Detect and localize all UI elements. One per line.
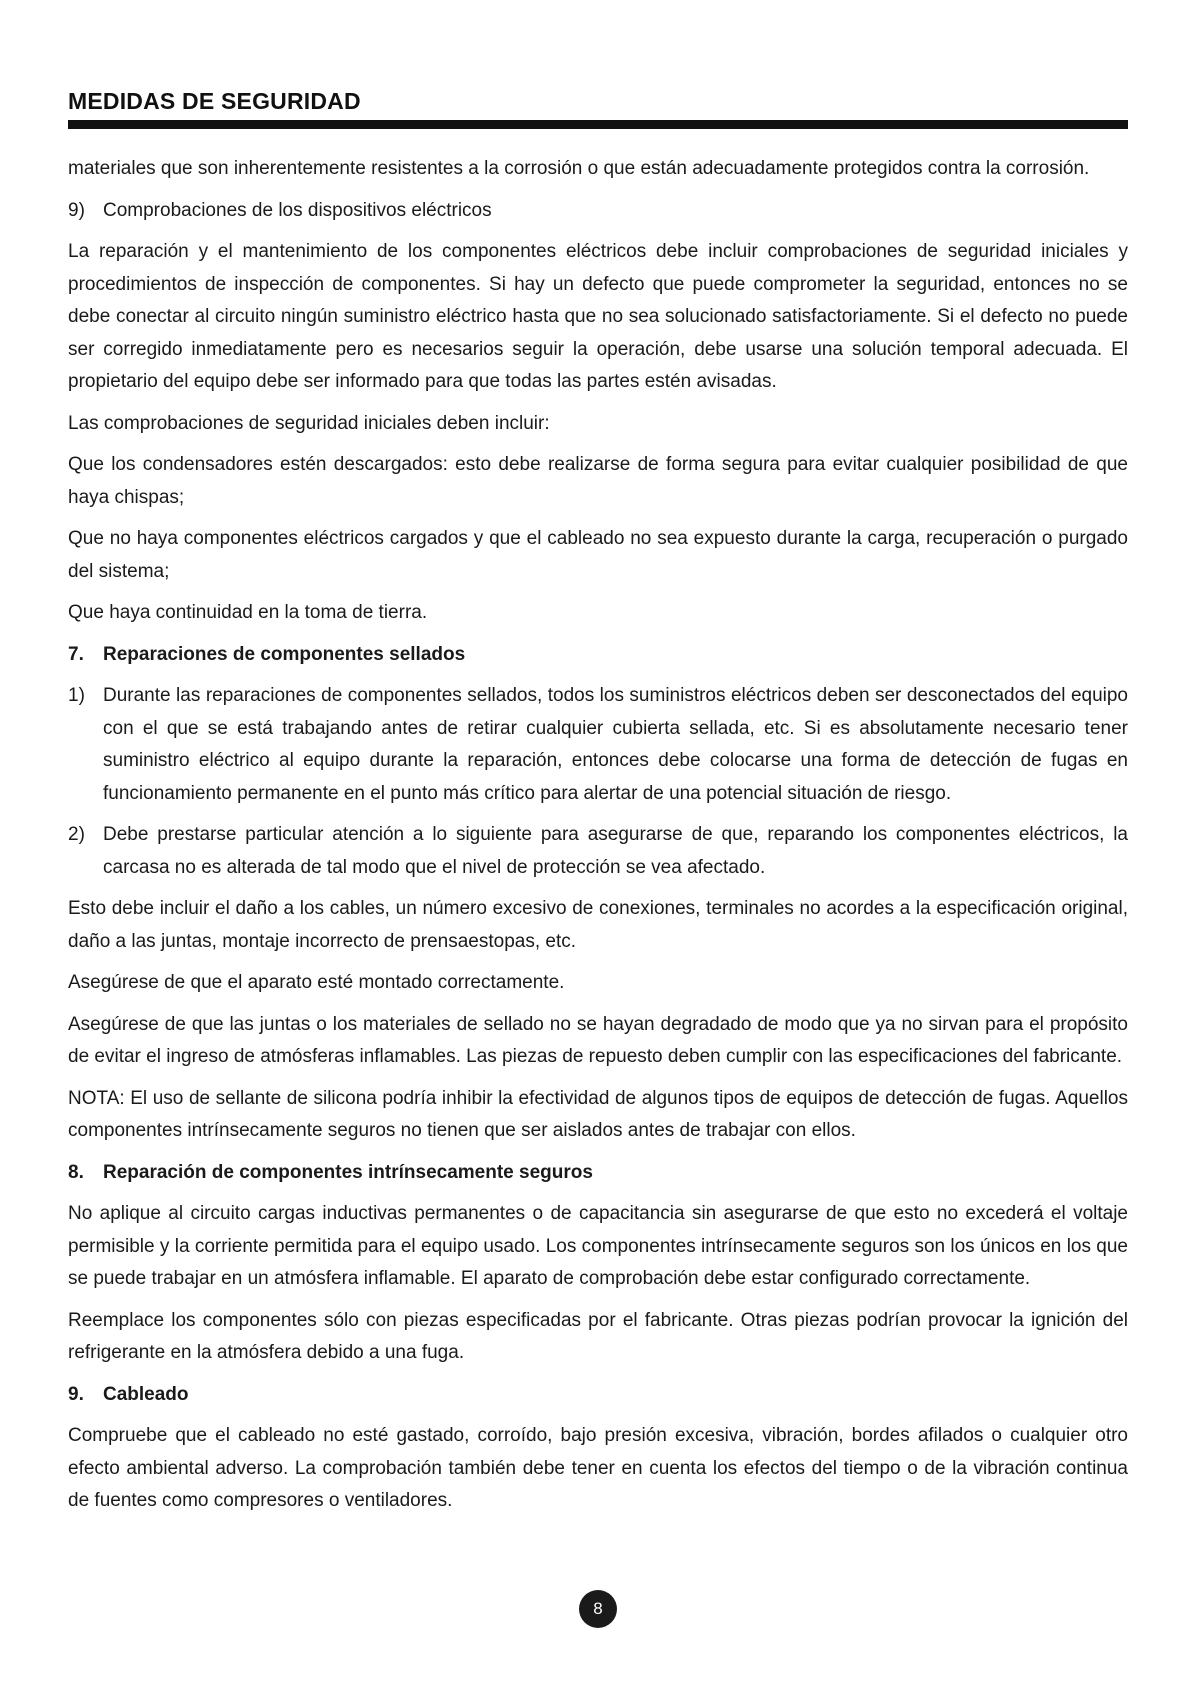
page-number-badge: 8: [579, 1590, 617, 1628]
section-heading-8: [68, 1157, 1128, 1190]
list-item-number: 2): [68, 824, 85, 845]
page-header-title: MEDIDAS DE SEGURIDAD: [68, 88, 361, 114]
list-item-text: Comprobaciones de los dispositivos eléctricos: [103, 199, 492, 221]
paragraph-damage: Esto debe incluir el daño a los cables, un número excesivo de conexiones, terminales no acordes a la especificación original, daño a las juntas, montaje incorrecto de prensaestopas, etc.: [68, 898, 1128, 952]
list-item-9: [68, 195, 1128, 228]
section-heading-9: [68, 1379, 1128, 1412]
paragraph-intro: materiales que son inherentemente resistentes a la corrosión o que están adecuadamente protegidos contra la corrosión.: [68, 158, 1090, 179]
section-title: Reparación de componentes intrínsecamente seguros: [103, 1161, 593, 1183]
paragraph-mounted: Asegúrese de que el aparato esté montado correctamente.: [68, 972, 565, 993]
list-item-7-1: [68, 680, 1128, 810]
paragraph-replace-components: Reemplace los componentes sólo con piezas especificadas por el fabricante. Otras piezas podrían provocar la ignición del refrigerante en la atmósfera debido a una fuga.: [68, 1309, 1128, 1363]
list-item-number: 1): [68, 685, 85, 706]
header-divider: [68, 120, 1128, 129]
section-number: 7.: [68, 643, 84, 665]
section-title: Cableado: [103, 1383, 189, 1405]
paragraph-live-components: Que no haya componentes eléctricos cargados y que el cableado no sea expuesto durante la carga, recuperación o purgado del sistema;: [68, 528, 1128, 582]
list-item-text: Debe prestarse particular atención a lo siguiente para asegurarse de que, reparando los componentes eléctricos, la carcasa no es alterada de tal modo que el nivel de protección se vea afectado.: [103, 824, 1128, 878]
paragraph-earth: Que haya continuidad en la toma de tierra.: [68, 602, 428, 623]
list-item-number: 9): [68, 199, 85, 221]
list-item-7-2: [68, 819, 1128, 884]
paragraph-seals: Asegúrese de que las juntas o los materiales de sellado no se hayan degradado de modo que ya no sirvan para el propósito de evitar el ingreso de atmósferas inflamables. Las piezas de repuesto deben cumplir con las especificaciones del fabricante.: [68, 1013, 1128, 1067]
paragraph-inductive-loads: No aplique al circuito cargas inductivas permanentes o de capacitancia sin asegurarse de que esto no excederá el voltaje permisible y la corriente permitida para el equipo usado. Los componentes intrínsecamente seguros son los únicos en los que se puede trabajar en un atmósfera inflamable. El aparato de comprobación debe estar configurado correctamente.: [68, 1203, 1128, 1289]
paragraph-repair: La reparación y el mantenimiento de los componentes eléctricos debe incluir comprobaciones de seguridad iniciales y procedimientos de inspección de componentes. Si hay un defecto que puede comprometer la seguridad, entonces no se debe conectar al circuito ningún suministro eléctrico hasta que no sea solucionado satisfactoriamente. Si el defecto no puede ser corregido inmediatamente pero es necesarios seguir la operación, debe usarse una solución temporal adecuada. El propietario del equipo debe ser informado para que todas las partes estén avisadas.: [68, 241, 1128, 392]
list-item-text: Durante las reparaciones de componentes sellados, todos los suministros eléctricos deben ser desconectados del equipo con el que se está trabajando antes de retirar cualquier cubierta sellada, etc. Si es absolutamente necesario tener suministro eléctrico al equipo durante la reparación, entonces debe colocarse una forma de detección de fugas en funcionamiento permanente en el punto más crítico para alertar de una potencial situación de riesgo.: [103, 685, 1128, 804]
paragraph-note: NOTA: El uso de sellante de silicona podría inhibir la efectividad de algunos tipos de equipos de detección de fugas. Aquellos componentes intrínsecamente seguros no tienen que ser aislados antes de trabajar con ellos.: [68, 1087, 1128, 1141]
section-number: 9.: [68, 1383, 84, 1405]
paragraph-wiring: Compruebe que el cableado no esté gastado, corroído, bajo presión excesiva, vibración, bordes afilados o cualquier otro efecto ambiental adverso. La comprobación también debe tener en cuenta los efectos del tiempo o de la vibración continua de fuentes como compresores o ventiladores.: [68, 1425, 1128, 1511]
section-heading-7: [68, 639, 1128, 672]
paragraph-capacitors: Que los condensadores estén descargados: esto debe realizarse de forma segura para evitar cualquier posibilidad de que haya chispas;: [68, 454, 1128, 508]
section-number: 8.: [68, 1161, 84, 1183]
paragraph-checks: Las comprobaciones de seguridad iniciales deben incluir:: [68, 412, 550, 434]
section-title: Reparaciones de componentes sellados: [103, 643, 466, 665]
document-body: [68, 153, 1128, 1527]
